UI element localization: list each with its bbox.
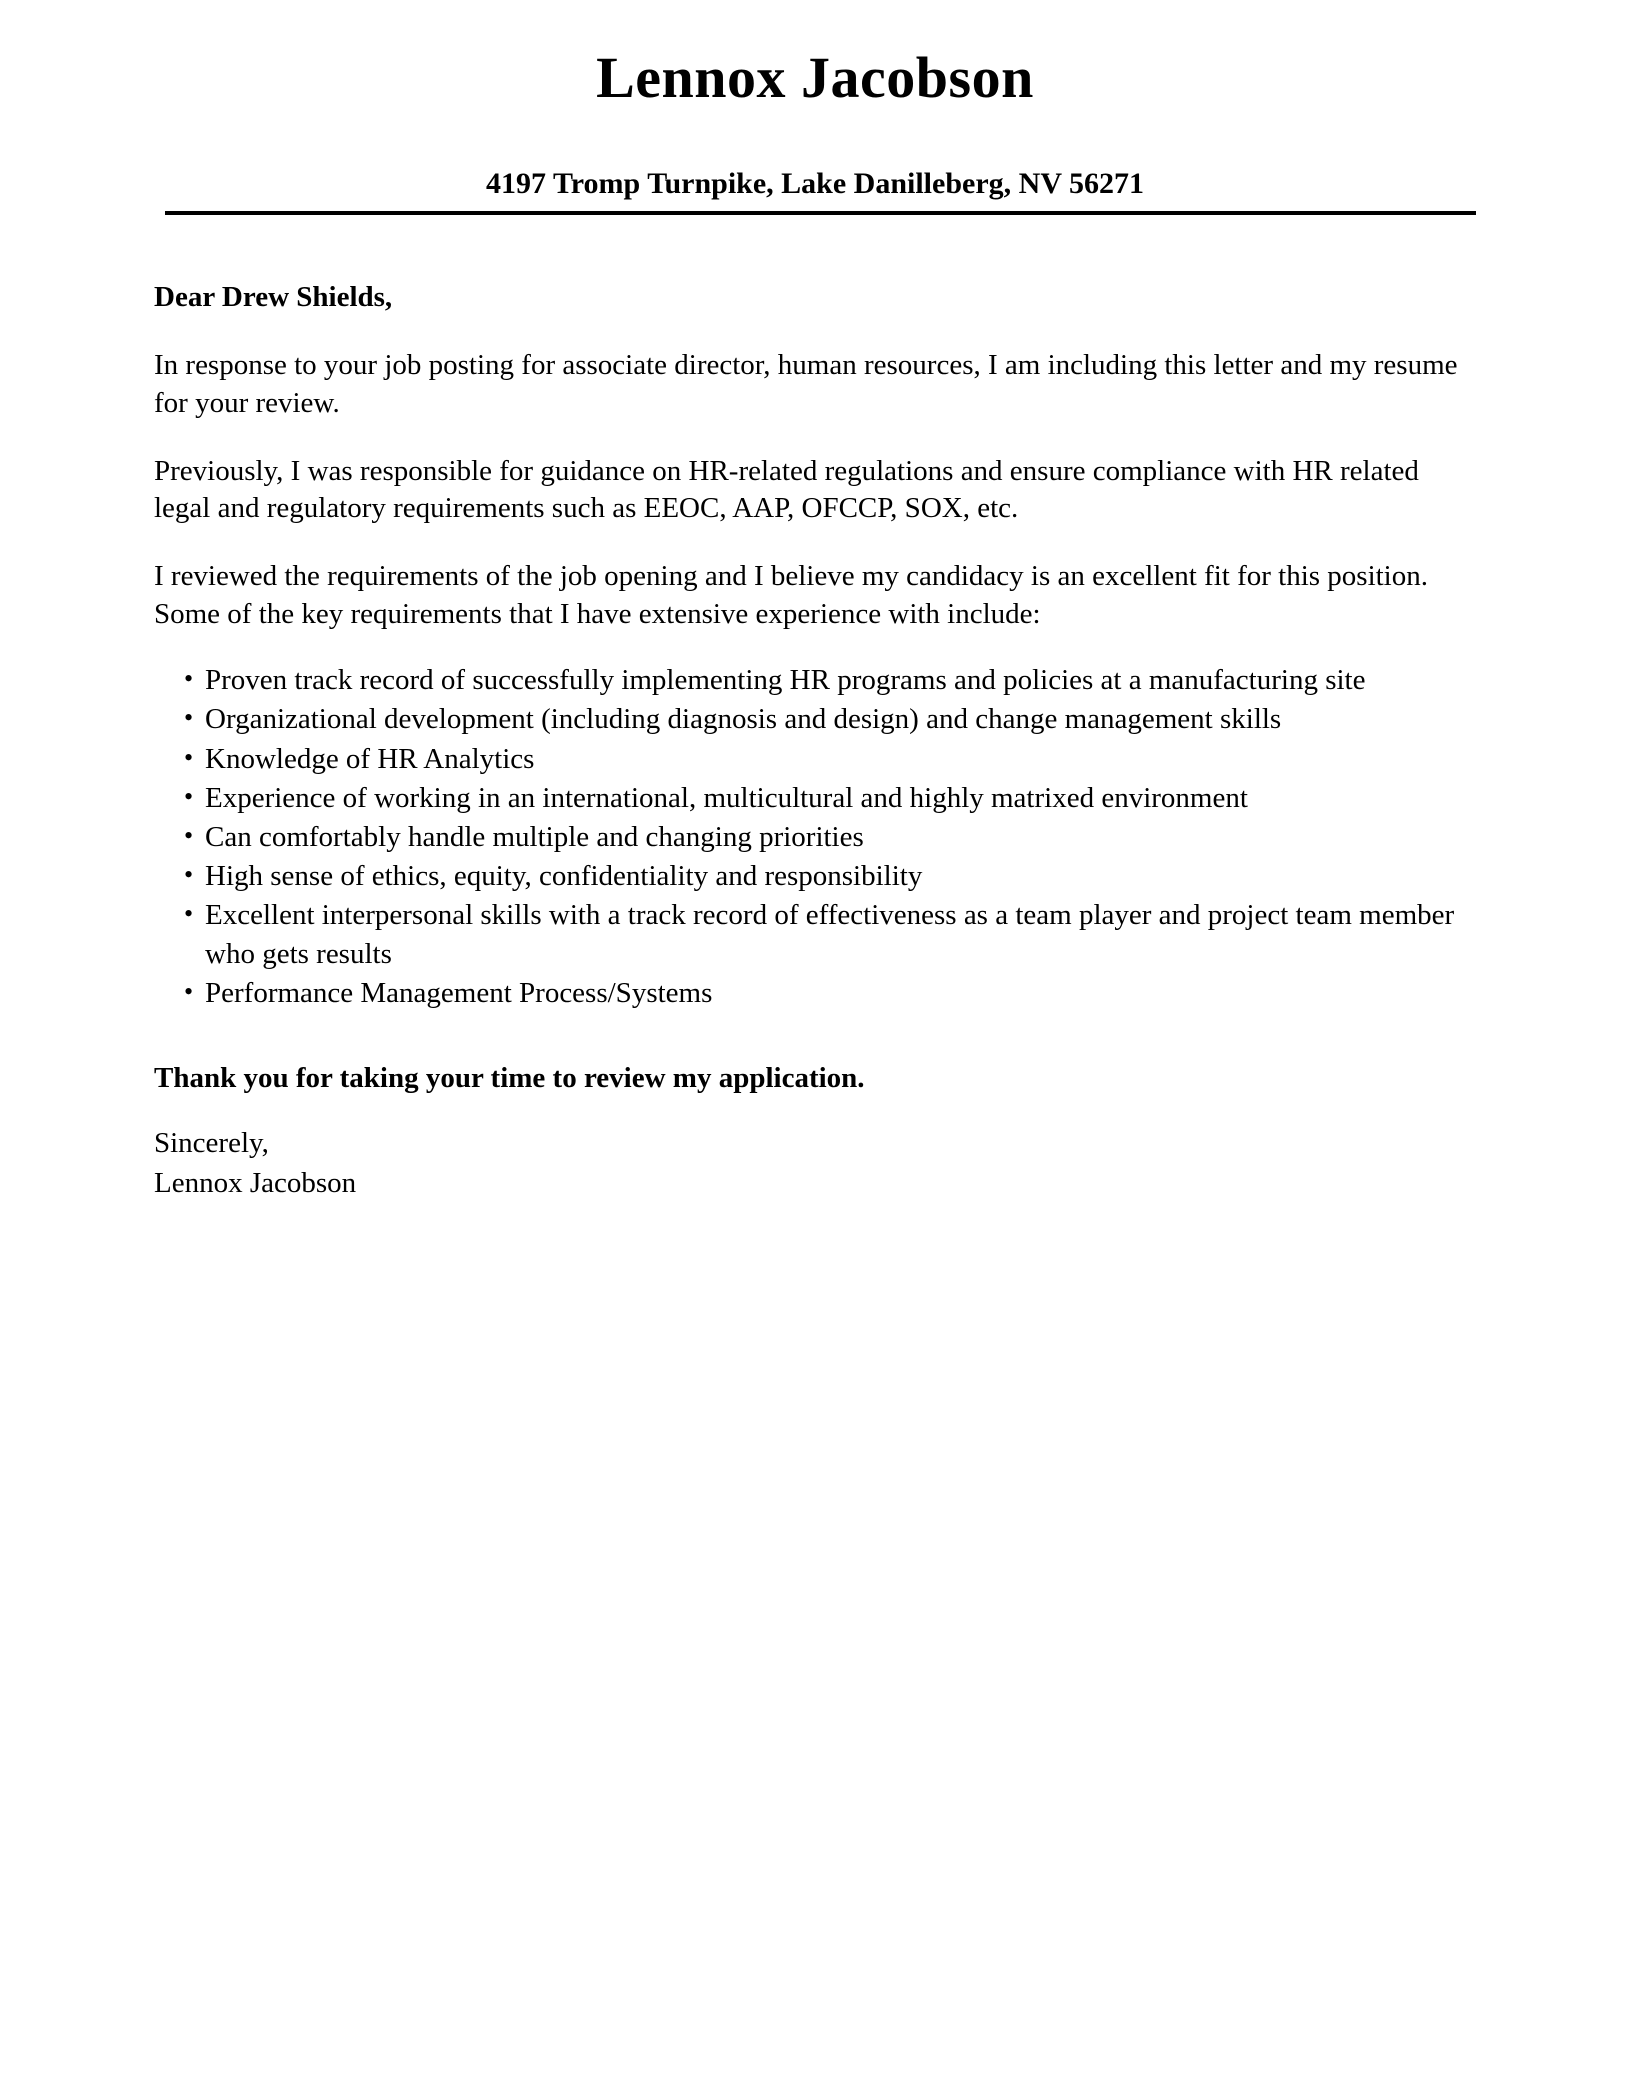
bullet-marker: • <box>184 664 194 694</box>
list-item-text: Knowledge of HR Analytics <box>205 742 535 775</box>
bullet-marker: • <box>184 899 194 929</box>
list-item-text: Performance Management Process/Systems <box>205 977 713 1010</box>
list-item <box>184 857 1476 896</box>
sender-address: 4197 Tromp Turnpike, Lake Danilleberg, NV 56271 <box>486 166 1144 200</box>
list-item-text: Can comfortably handle multiple and changing priorities <box>205 820 864 853</box>
list-item <box>184 740 1476 779</box>
list-item <box>184 779 1476 818</box>
paragraph-experience: Previously, I was responsible for guidance on HR-related regulations and ensure compliance with HR related legal and regulatory requirements such as EEOC, AAP, OFCCP, SOX, etc. <box>154 454 1419 525</box>
sender-name: Lennox Jacobson <box>596 45 1034 110</box>
list-item <box>184 896 1476 974</box>
bullet-marker: • <box>184 742 194 772</box>
list-item <box>184 661 1476 700</box>
list-item-text: High sense of ethics, equity, confidentiality and responsibility <box>205 859 923 892</box>
signoff: Sincerely, <box>154 1127 269 1160</box>
bullet-marker: • <box>184 781 194 811</box>
list-item-text: Organizational development (including diagnosis and design) and change management skills <box>205 703 1282 736</box>
requirements-list <box>154 661 1476 1013</box>
bullet-marker: • <box>184 859 194 889</box>
paragraph-requirements: I reviewed the requirements of the job opening and I believe my candidacy is an excellent fit for this position. Some of the key requirements that I have extensive experience with include: <box>154 559 1428 630</box>
list-item-text: Excellent interpersonal skills with a track record of effectiveness as a team player and project team member who gets results <box>205 899 1455 971</box>
bullet-marker: • <box>184 977 194 1007</box>
header-divider <box>165 211 1476 215</box>
letter-header <box>154 46 1476 215</box>
list-item-text: Experience of working in an international, multicultural and highly matrixed environment <box>205 781 1248 814</box>
bullet-marker: • <box>184 703 194 733</box>
paragraph-intro: In response to your job posting for associate director, human resources, I am including this letter and my resume for your review. <box>154 349 1458 419</box>
salutation: Dear Drew Shields, <box>154 281 393 314</box>
list-item <box>184 974 1476 1013</box>
closing-emphasis: Thank you for taking your time to review my application. <box>154 1061 865 1094</box>
list-item-text: Proven track record of successfully implementing HR programs and policies at a manufacturing site <box>205 664 1366 697</box>
signature-name: Lennox Jacobson <box>154 1166 357 1199</box>
letter-body <box>154 279 1476 1202</box>
bullet-marker: • <box>184 820 194 850</box>
list-item <box>184 700 1476 739</box>
list-item <box>184 818 1476 857</box>
